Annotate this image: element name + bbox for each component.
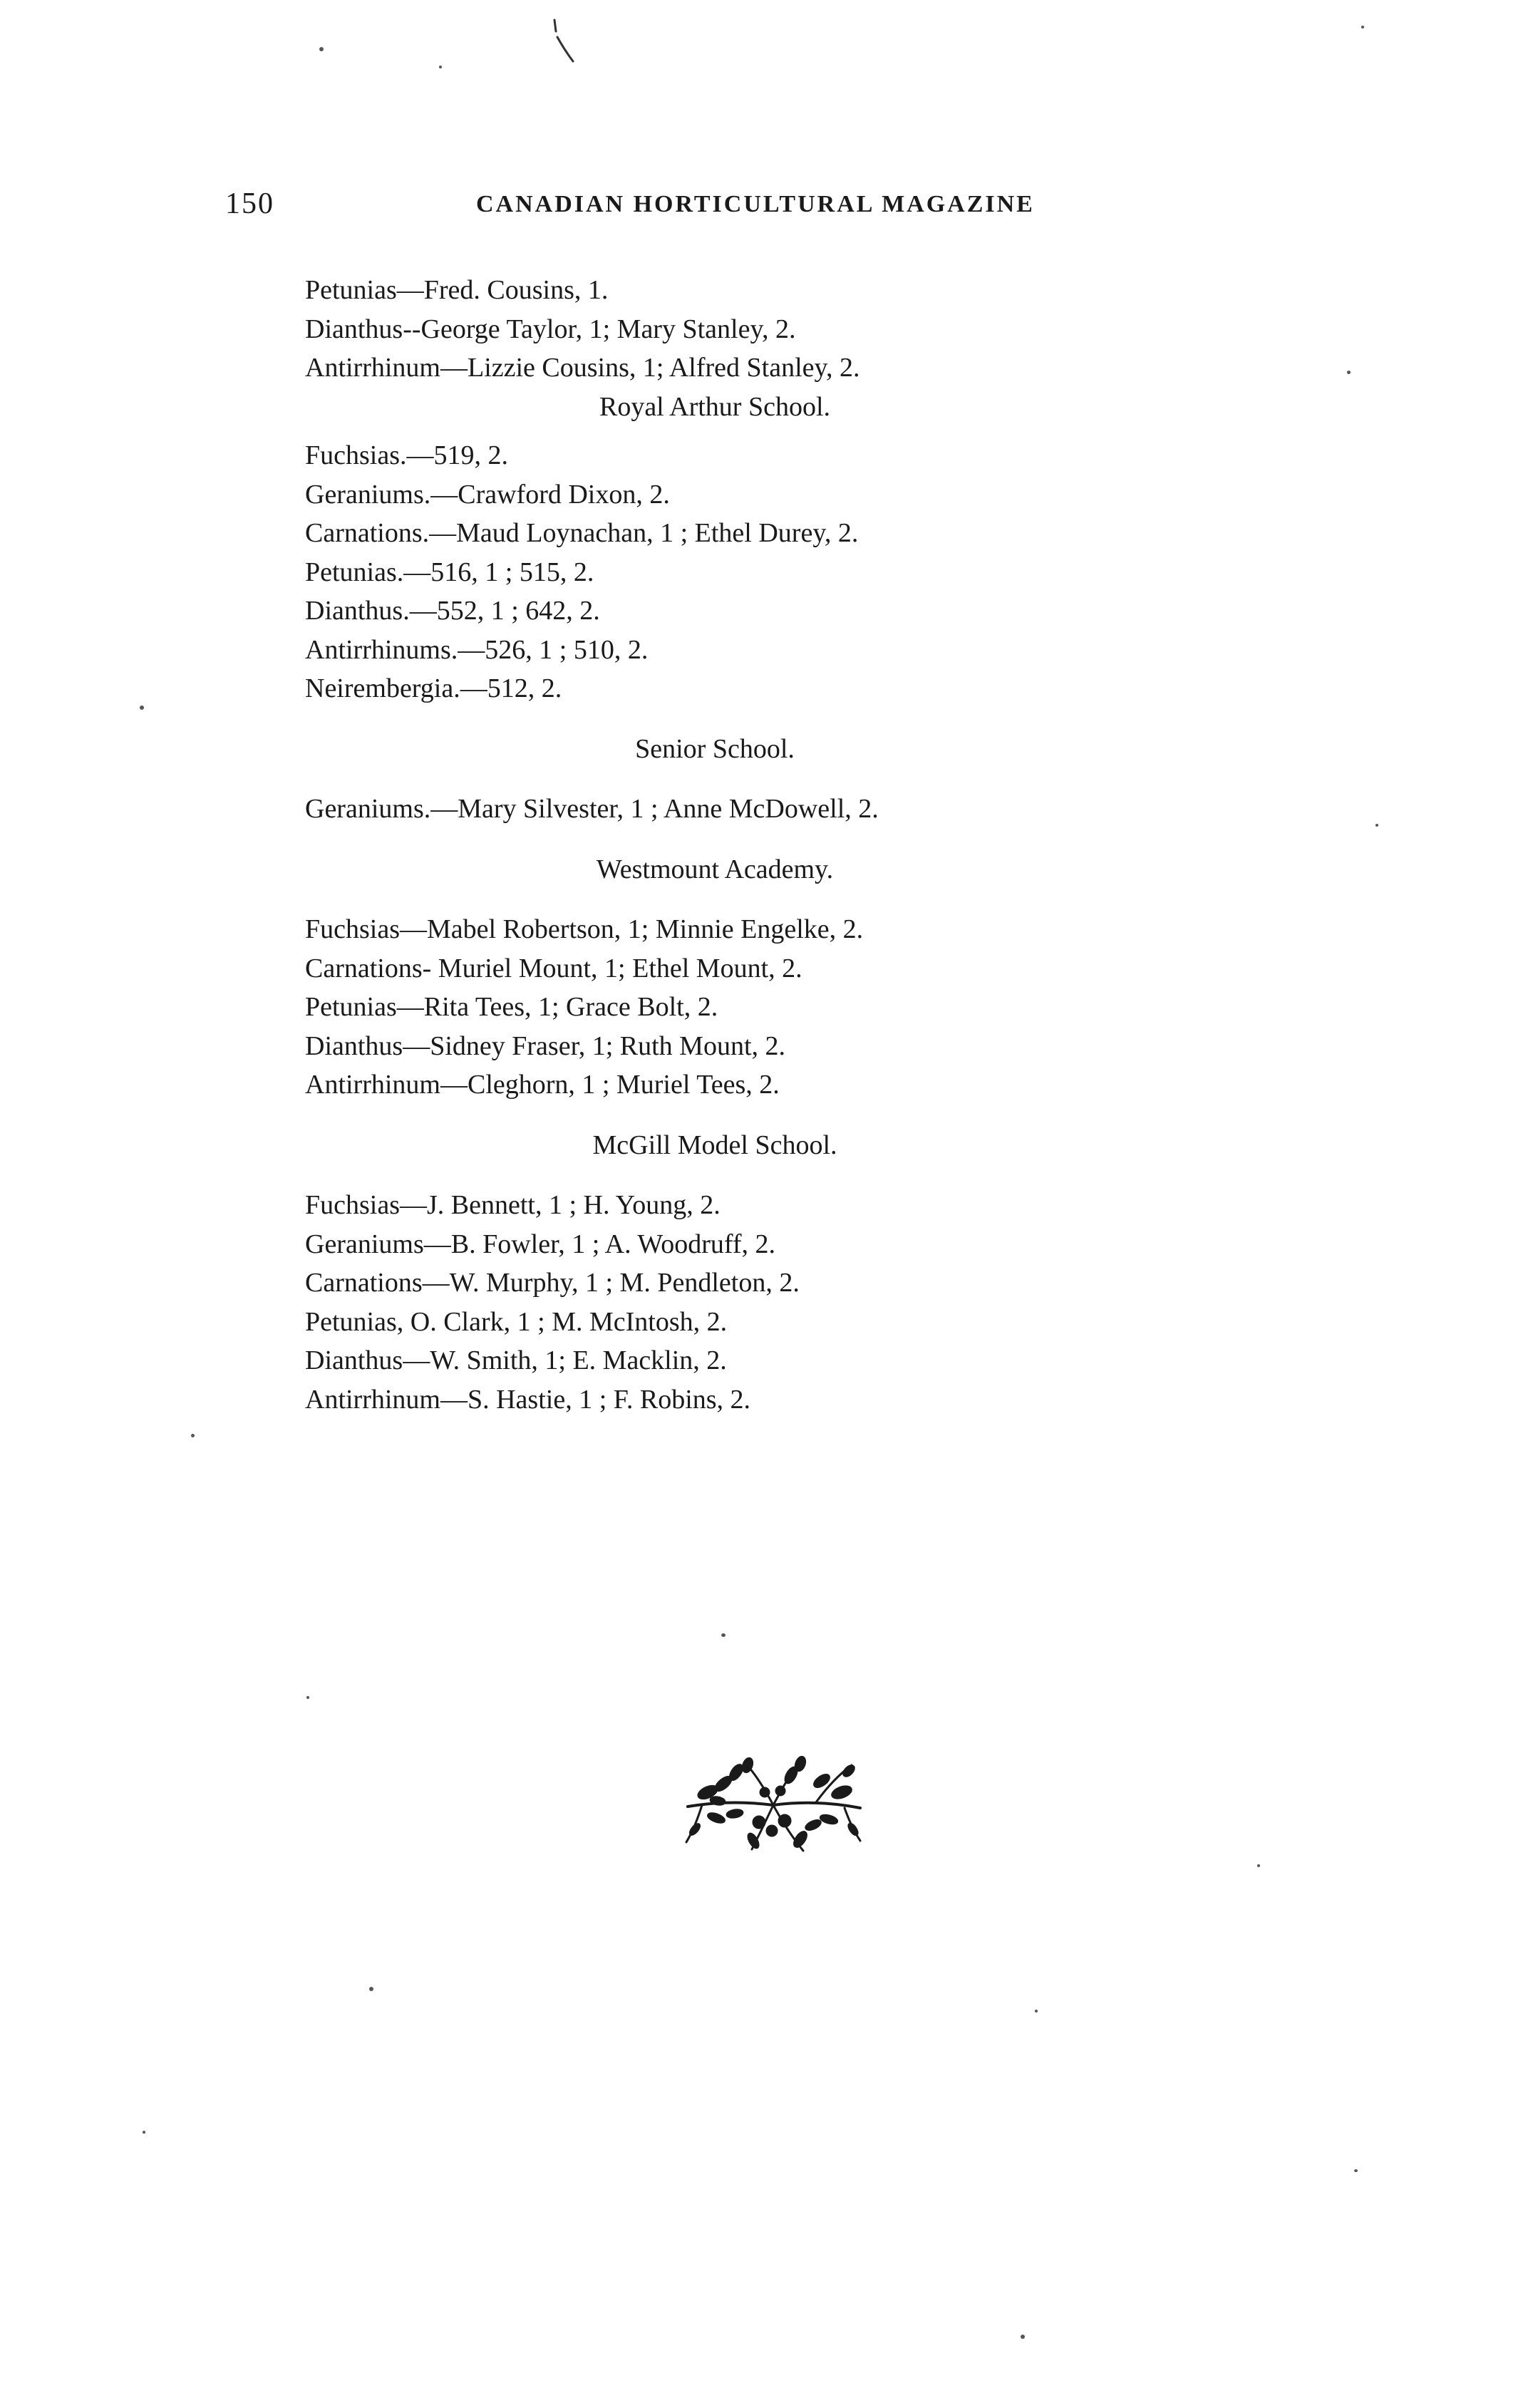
scan-speck	[191, 1434, 195, 1437]
list-item: Petunias.—516, 1 ; 515, 2.	[305, 557, 594, 587]
scan-speck	[1021, 2335, 1025, 2339]
list-item: Antirrhinums.—526, 1 ; 510, 2.	[305, 634, 649, 665]
list-item: Dianthus--George Taylor, 1; Mary Stanley, 2.	[305, 314, 796, 344]
list-item: Carnations- Muriel Mount, 1; Ethel Mount, 2.	[305, 953, 802, 983]
scan-speck	[439, 66, 442, 68]
scan-speck	[143, 2131, 145, 2134]
floral-vignette-icon	[673, 1750, 873, 1864]
section-heading-westmount-academy: Westmount Academy.	[596, 854, 834, 884]
results-list	[305, 271, 1125, 1419]
list-item: Fuchsias—J. Bennett, 1 ; H. Young, 2.	[305, 1190, 721, 1220]
list-item: Antirrhinum—Cleghorn, 1 ; Muriel Tees, 2.	[305, 1070, 780, 1100]
section-heading-mcgill-model-school: McGill Model School.	[592, 1130, 837, 1160]
list-item: Geraniums.—Crawford Dixon, 2.	[305, 479, 670, 510]
section-heading-senior-school: Senior School.	[635, 733, 795, 764]
list-item: Petunias, O. Clark, 1 ; M. McIntosh, 2.	[305, 1306, 728, 1337]
scan-speck	[1375, 824, 1378, 827]
list-item: Dianthus—Sidney Fraser, 1; Ruth Mount, 2.	[305, 1030, 786, 1061]
list-item: Petunias—Rita Tees, 1; Grace Bolt, 2.	[305, 992, 718, 1022]
list-item: Geraniums.—Mary Silvester, 1 ; Anne McDowell, 2.	[305, 794, 879, 824]
scan-speck	[1361, 26, 1364, 29]
running-title: CANADIAN HORTICULTURAL MAGAZINE	[476, 191, 1035, 217]
page-number: 150	[225, 187, 274, 220]
list-item: Carnations.—Maud Loynachan, 1 ; Ethel Durey, 2.	[305, 518, 859, 548]
page-header	[225, 187, 1066, 229]
scan-mark	[549, 16, 577, 66]
list-item: Geraniums—B. Fowler, 1 ; A. Woodruff, 2.	[305, 1229, 776, 1259]
scan-speck	[306, 1696, 309, 1699]
scan-speck	[1354, 2169, 1358, 2172]
scan-speck	[1035, 2010, 1038, 2012]
scan-speck	[140, 706, 144, 710]
scan-speck	[1257, 1864, 1260, 1867]
list-item: Dianthus.—552, 1 ; 642, 2.	[305, 596, 600, 626]
list-item: Carnations—W. Murphy, 1 ; M. Pendleton, 2.	[305, 1268, 800, 1298]
scan-speck	[369, 1987, 373, 1991]
list-item: Fuchsias—Mabel Robertson, 1; Minnie Engelke, 2.	[305, 914, 864, 944]
section-heading-royal-arthur: Royal Arthur School.	[599, 391, 831, 422]
scan-speck	[1347, 371, 1351, 374]
scan-speck	[721, 1633, 726, 1637]
scan-speck	[319, 47, 324, 51]
list-item: Antirrhinum—Lizzie Cousins, 1; Alfred Stanley, 2.	[305, 353, 860, 383]
list-item: Fuchsias.—519, 2.	[305, 440, 508, 470]
list-item: Antirrhinum—S. Hastie, 1 ; F. Robins, 2.	[305, 1384, 751, 1415]
list-item: Petunias—Fred. Cousins, 1.	[305, 275, 609, 305]
list-item: Dianthus—W. Smith, 1; E. Macklin, 2.	[305, 1345, 727, 1375]
list-item: Neirembergia.—512, 2.	[305, 673, 562, 703]
